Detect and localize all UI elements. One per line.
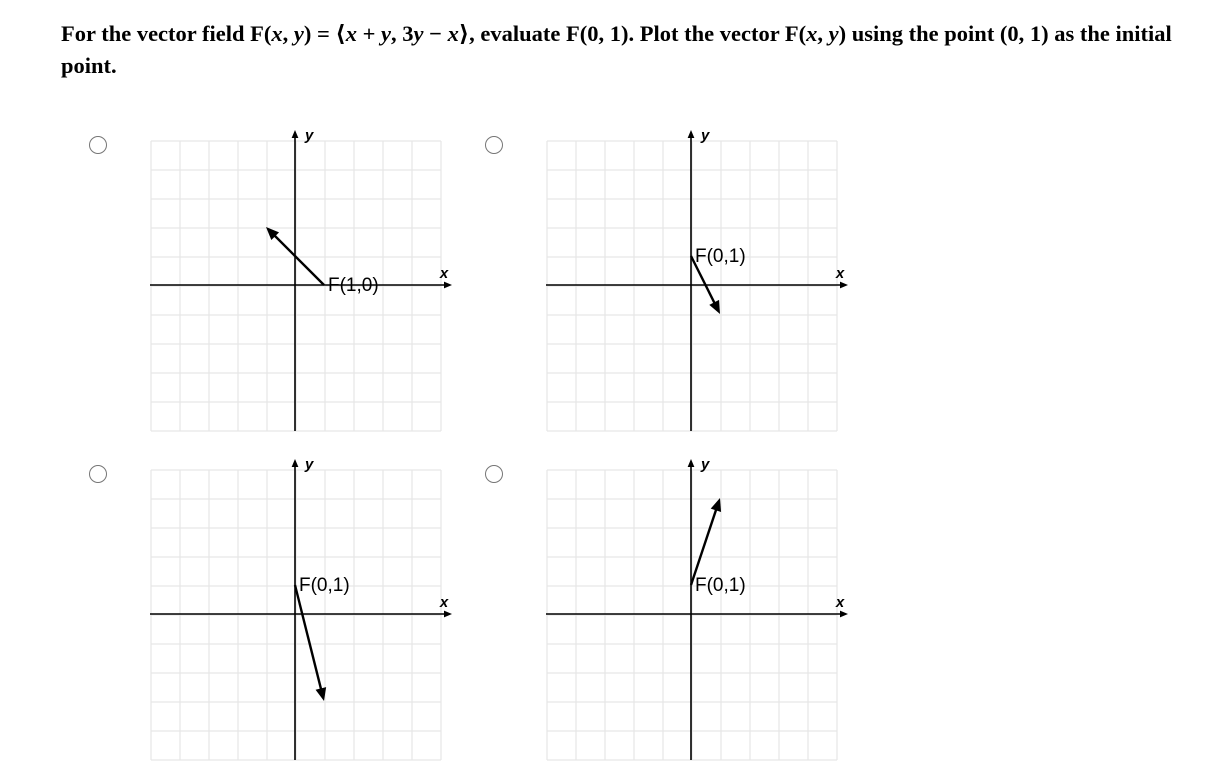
y-axis-label: y [701, 127, 710, 144]
answer-radio-d[interactable] [485, 465, 503, 483]
vector-line [691, 508, 717, 585]
vector-arrow-icon [711, 498, 721, 512]
question-text: For the vector field F(x, y) = ⟨x + y, 3y − x⟩, evaluate F(0, 1). Plot the vector F(x, y) using the point (0, 1) as the initial point. [61, 21, 1172, 78]
answer-graph-a [150, 123, 450, 433]
grid-lines [547, 141, 837, 431]
x-axis-label: x [439, 265, 449, 282]
grid-lines [151, 470, 441, 760]
vector-label: F(0,1) [695, 575, 746, 596]
y-axis-label: y [305, 456, 314, 473]
grid-lines [151, 141, 441, 431]
y-axis-label: y [305, 127, 314, 144]
vector-line [274, 235, 324, 285]
x-axis-label: x [835, 265, 845, 282]
y-axis-label: y [701, 456, 710, 473]
vector-label: F(0,1) [695, 246, 746, 267]
x-axis-arrow-icon [840, 611, 848, 618]
answer-graph-b [546, 123, 846, 433]
answer-graph-d [546, 452, 846, 762]
answer-radio-c[interactable] [89, 465, 107, 483]
x-axis-label: x [439, 594, 449, 611]
y-axis-arrow-icon [688, 459, 695, 467]
vector-label: F(1,0) [328, 275, 379, 296]
y-axis-arrow-icon [292, 459, 299, 467]
y-axis-arrow-icon [688, 130, 695, 138]
x-axis-arrow-icon [840, 282, 848, 289]
vector-label: F(0,1) [299, 575, 350, 596]
vector-line [295, 585, 321, 690]
x-axis-arrow-icon [444, 611, 452, 618]
answer-radio-b[interactable] [485, 136, 503, 154]
answer-graph-c [150, 452, 450, 762]
answer-radio-a[interactable] [89, 136, 107, 154]
grid-lines [547, 470, 837, 760]
y-axis-arrow-icon [292, 130, 299, 138]
x-axis-label: x [835, 594, 845, 611]
x-axis-arrow-icon [444, 282, 452, 289]
